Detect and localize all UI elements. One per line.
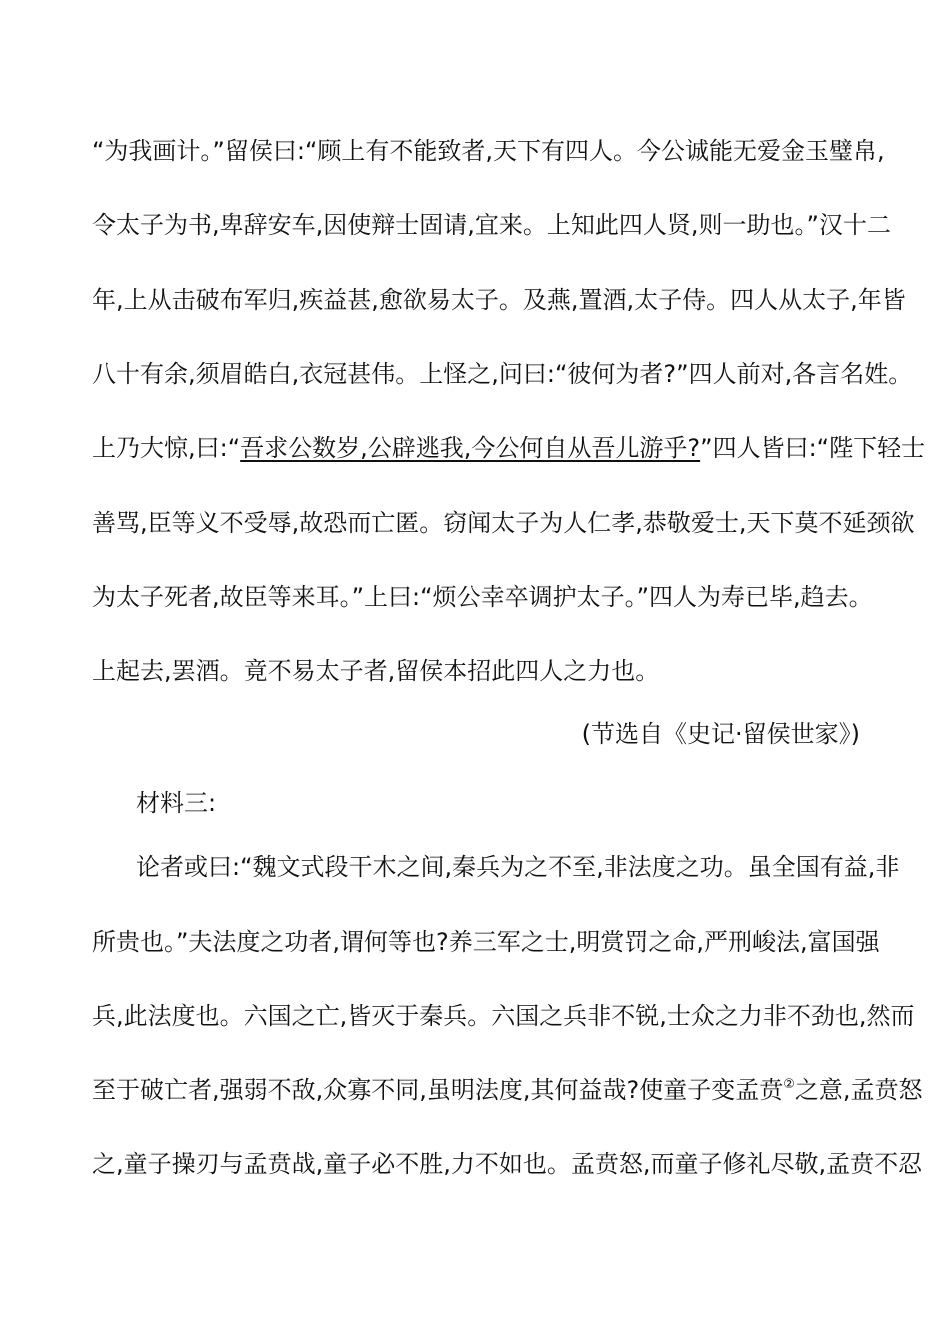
section-heading: 材料三: bbox=[136, 789, 217, 817]
underlined-sentence: 吾求公数岁,公辟逃我,今公何自从吾儿游乎? bbox=[240, 434, 701, 462]
text-line: 八十有余,须眉皓白,衣冠甚伟。上怪之,问曰:“彼何为者?”四人前对,各言名姓。 bbox=[92, 360, 913, 388]
text-segment: 上乃大惊,曰:“ bbox=[92, 434, 241, 462]
text-line: 为太子死者,故臣等来耳。”上曰:“烦公幸卒调护太子。”四人为寿已毕,趋去。 bbox=[92, 583, 873, 611]
text-line: 之,童子操刃与孟贲战,童子必不胜,力不如也。孟贲怒,而童子修礼尽敬,孟贲不忍 bbox=[92, 1150, 923, 1178]
footnote-marker: ② bbox=[783, 1077, 795, 1092]
text-line-with-underline bbox=[92, 432, 926, 464]
text-line: 上起去,罢酒。竟不易太子者,留侯本招此四人之力也。 bbox=[92, 657, 660, 685]
text-line: 令太子为书,卑辞安车,因使辩士固请,宜来。上知此四人贤,则一助也。”汉十二 bbox=[92, 211, 891, 239]
text-segment: ”四人皆曰:“陛下轻士 bbox=[700, 434, 926, 462]
source-citation: (节选自《史记·留侯世家》) bbox=[581, 720, 860, 748]
text-line: 论者或曰:“魏文式段干木之间,秦兵为之不至,非法度之功。虽全国有益,非 bbox=[136, 853, 900, 881]
text-segment: 之意,孟贲怒 bbox=[794, 1076, 923, 1104]
text-line: 兵,此法度也。六国之亡,皆灭于秦兵。六国之兵非不锐,士众之力非不劲也,然而 bbox=[92, 1002, 915, 1030]
text-segment: 至于破亡者,强弱不敌,众寡不同,虽明法度,其何益哉?使童子变孟贲 bbox=[92, 1076, 784, 1104]
text-line-with-note bbox=[92, 1074, 923, 1106]
text-line: 年,上从击破布军归,疾益甚,愈欲易太子。及燕,置酒,太子侍。四人从太子,年皆 bbox=[92, 286, 906, 314]
text-line: 善骂,臣等义不受辱,故恐而亡匿。窃闻太子为人仁孝,恭敬爱士,天下莫不延颈欲 bbox=[92, 509, 915, 537]
text-line: “为我画计。”留侯曰:“顾上有不能致者,天下有四人。今公诚能无爱金玉璧帛, bbox=[92, 137, 885, 165]
text-line: 所贵也。”夫法度之功者,谓何等也?养三军之士,明赏罚之命,严刑峻法,富国强 bbox=[92, 928, 880, 956]
